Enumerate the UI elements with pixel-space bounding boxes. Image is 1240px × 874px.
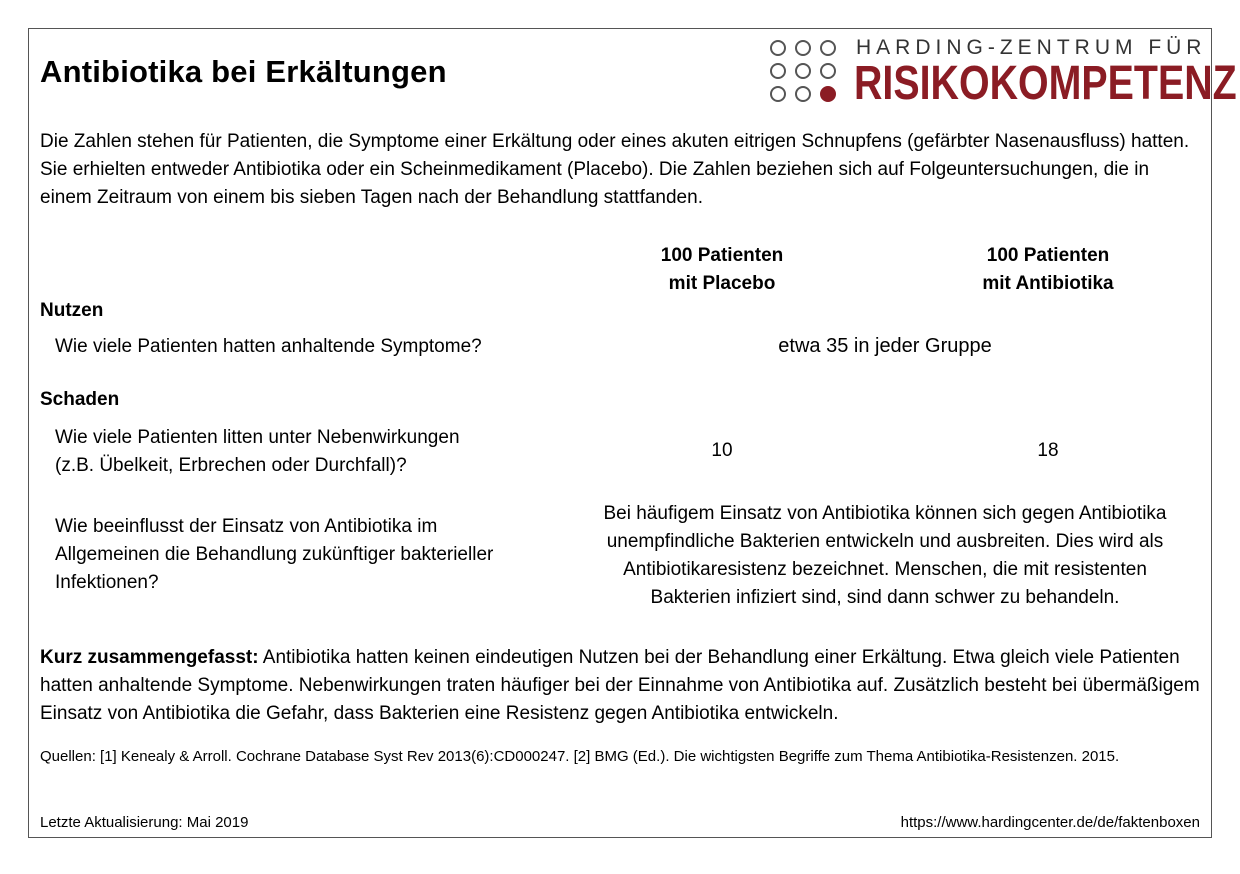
column-header-placebo: [582, 242, 862, 298]
question-zukuenftige-infektionen-line1: Wie beeinflusst der Einsatz von Antibiotika im: [55, 516, 438, 537]
logo-wordmark: RISIKOKOMPETENZ: [854, 57, 1237, 110]
question-nebenwirkungen-line2: (z.B. Übelkeit, Erbrechen oder Durchfall)?: [55, 455, 407, 476]
summary-text: Antibiotika hatten keinen eindeutigen Nutzen bei der Behandlung einer Erkältung. Etwa gleich viele Patienten hatten anhaltende Symptome. Nebenwirkungen traten häufiger bei der Einnahme von Antibiotika auf. Zusätzlich besteht bei übermäßigem Einsatz von Antibiotika die Gefahr, dass Bakterien eine Resistenz gegen Antibiotika entwickeln.: [40, 647, 1200, 724]
value-nebenwirkungen-antibiotika: 18: [1037, 440, 1059, 461]
answer-antibiotikaresistenz-line2: unempfindliche Bakterien entwickeln und ausbreiten. Dies wird als: [606, 531, 1164, 552]
column-header-antibiotika-line2: mit Antibiotika: [982, 273, 1114, 294]
question-zukuenftige-infektionen-line3: Infektionen?: [55, 572, 159, 593]
section-heading-nutzen: Nutzen: [40, 300, 104, 321]
logo-subtitle: HARDING-ZENTRUM FÜR: [856, 36, 1207, 59]
summary-label: Kurz zusammengefasst:: [40, 647, 259, 668]
column-header-placebo-line2: mit Placebo: [668, 273, 776, 294]
answer-antibiotikaresistenz: [560, 500, 1210, 612]
answer-antibiotikaresistenz-line1: Bei häufigem Einsatz von Antibiotika können sich gegen Antibiotika: [603, 503, 1167, 524]
harding-center-logo: [770, 36, 1237, 112]
question-zukuenftige-infektionen-line2: Allgemeinen die Behandlung zukünftiger bakterieller: [55, 544, 494, 565]
column-header-antibiotika-line1: 100 Patienten: [986, 245, 1110, 266]
question-anhaltende-symptome: Wie viele Patienten hatten anhaltende Symptome?: [55, 336, 482, 357]
column-header-antibiotika: [908, 242, 1188, 298]
factbox-url-link[interactable]: https://www.hardingcenter.de/de/faktenboxen: [900, 814, 1200, 831]
intro-text: Die Zahlen stehen für Patienten, die Symptome einer Erkältung oder eines akuten eitrigen Schnupfens (gefärbter Nasenausfluss) hatten. Sie erhielten entweder Antibiotika oder ein Scheinmedikament (Placebo). Die Zahlen beziehen sich auf Folgeuntersuchungen, die in einem Zeitraum von einem bis sieben Tagen nach der Behandlung stattfanden.: [40, 131, 1190, 208]
answer-antibiotikaresistenz-line3: Antibiotikaresistenz bezeichnet. Menschen, die mit resistenten: [623, 559, 1147, 580]
column-header-placebo-line1: 100 Patienten: [660, 245, 784, 266]
page-title: Antibiotika bei Erkältungen: [40, 54, 447, 89]
section-heading-schaden: Schaden: [40, 389, 120, 410]
question-nebenwirkungen-line1: Wie viele Patienten litten unter Nebenwirkungen: [55, 427, 460, 448]
last-updated: Letzte Aktualisierung: Mai 2019: [40, 814, 249, 831]
question-zukuenftige-infektionen: [55, 513, 493, 597]
sources-text: Quellen: [1] Kenealy & Arroll. Cochrane Database Syst Rev 2013(6):CD000247. [2] BMG (Ed.). Die wichtigsten Begriffe zum Thema Antibiotika-Resistenzen. 2015.: [40, 748, 1120, 765]
answer-antibiotikaresistenz-line4: Bakterien infiziert sind, sind dann schwer zu behandeln.: [650, 587, 1120, 608]
summary-paragraph: [40, 644, 1210, 728]
value-nebenwirkungen-placebo: 10: [711, 440, 733, 461]
question-nebenwirkungen: [55, 424, 460, 480]
answer-anhaltende-symptome: etwa 35 in jeder Gruppe: [778, 335, 992, 357]
